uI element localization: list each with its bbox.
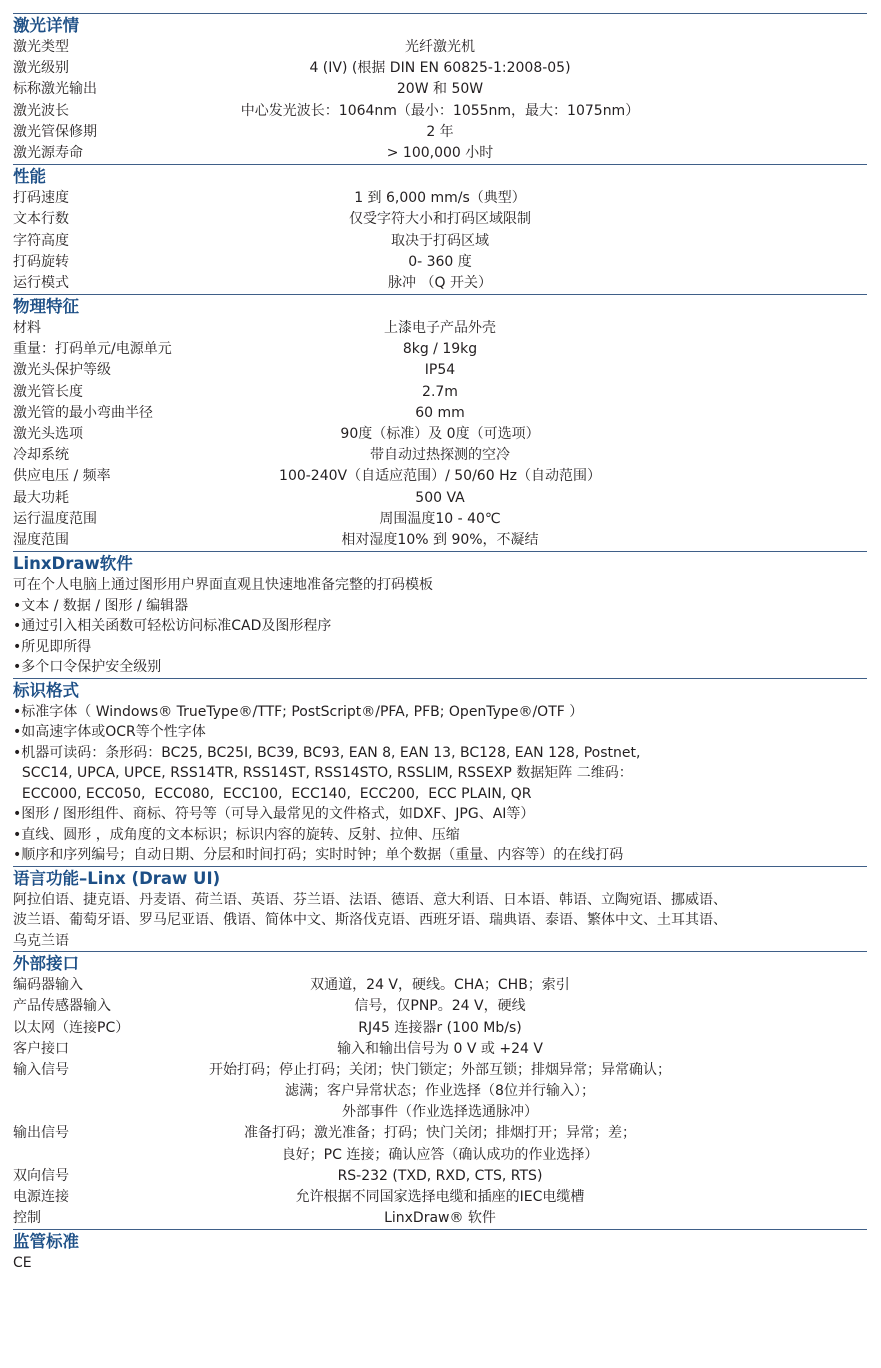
spec-label: 运行模式 [13, 274, 69, 291]
spec-label: 激光头保护等级 [13, 362, 111, 379]
spec-row [13, 1187, 867, 1208]
spec-label: 激光波长 [13, 102, 69, 119]
spec-label: 供应电压 / 频率 [13, 468, 111, 485]
spec-value: 20W 和 50W [396, 81, 484, 98]
spec-value: 中心发光波长：1064nm（最小：1055nm，最大：1075nm） [240, 102, 640, 119]
spec-value: RS-232 (TXD, RXD, CTS, RTS) [337, 1167, 543, 1184]
list-item: •顺序和序列编号；自动日期、分层和时间打码；实时时钟；单个数据（重量、内容等）的在线打码 [13, 847, 624, 864]
section-title-regulatory: 监管标准 [13, 1232, 79, 1252]
list-item: •多个口令保护安全级别 [13, 659, 162, 676]
section-title-formats: 标识格式 [13, 680, 79, 700]
spec-value: 双通道，24 V，硬线。CHA；CHB；索引 [310, 977, 570, 994]
spec-row-input-signal [13, 1060, 867, 1081]
performance-spec-table [13, 188, 867, 294]
spec-row [13, 1208, 867, 1229]
spec-label: 材料 [13, 320, 41, 337]
spec-row [13, 1166, 867, 1187]
spec-row [13, 403, 867, 424]
spec-label: 湿度范围 [13, 531, 69, 548]
languages-list [13, 890, 867, 952]
spec-label: 运行温度范围 [13, 510, 97, 527]
spec-row [13, 1039, 867, 1060]
spec-label: 打码速度 [13, 190, 69, 207]
spec-row-continuation [13, 1081, 867, 1102]
spec-label: 激光管的最小弯曲半径 [13, 404, 153, 421]
spec-value: LinxDraw® 软件 [384, 1210, 496, 1227]
spec-label: 激光级别 [13, 60, 69, 77]
spec-label: 冷却系统 [13, 447, 69, 464]
spec-label: 标称激光输出 [13, 81, 97, 98]
spec-value: > 100,000 小时 [386, 144, 494, 161]
formats-feature-list [13, 702, 867, 866]
spec-row [13, 382, 867, 403]
list-item: •标准字体（ Windows® TrueType®/TTF; PostScript®/PFA, PFB; OpenType®/OTF ） [13, 703, 584, 720]
spec-row [13, 424, 867, 445]
list-item: •所见即所得 [13, 638, 92, 655]
spec-value: 开始打码；停止打码；关闭；快门锁定；外部互锁；排烟异常；异常确认； [209, 1061, 671, 1078]
spec-row [13, 1018, 867, 1039]
spec-value: 输入和输出信号为 0 V 或 +24 V [337, 1040, 543, 1057]
spec-label: 以太网（连接PC） [13, 1019, 130, 1036]
spec-value: 2.7m [422, 383, 458, 400]
spec-value: IP54 [424, 362, 456, 379]
spec-row [13, 975, 867, 996]
section-title-languages: 语言功能–Linx (Draw UI) [13, 868, 221, 888]
spec-value: 良好；PC 连接；确认应答（确认成功的作业选择） [281, 1146, 599, 1163]
spec-label: 激光管保修期 [13, 123, 97, 140]
spec-label: 文本行数 [13, 211, 69, 228]
spec-value: 60 mm [415, 404, 465, 421]
spec-row [13, 339, 867, 360]
spec-value: 500 VA [415, 489, 465, 506]
regulatory-list [13, 1253, 867, 1274]
spec-label: 输出信号 [13, 1125, 69, 1142]
spec-row [13, 530, 867, 551]
section-title-software: LinxDraw软件 [13, 554, 133, 574]
spec-value: 100-240V（自适应范围）/ 50/60 Hz（自动范围） [279, 468, 601, 485]
spec-value: 外部事件（作业选择选通脉冲） [342, 1104, 538, 1121]
list-item: 阿拉伯语、捷克语、丹麦语、荷兰语、英语、芬兰语、法语、德语、意大利语、日本语、韩语、立陶宛语、挪威语、 [13, 891, 727, 908]
spec-label: 激光源寿命 [13, 144, 83, 161]
spec-row [13, 466, 867, 487]
spec-row [13, 209, 867, 230]
spec-value: 相对湿度10% 到 90%，不凝结 [341, 531, 539, 548]
spec-value: 滤满；客户异常状态；作业选择（8位并行输入）； [285, 1083, 595, 1100]
spec-row [13, 79, 867, 100]
spec-row [13, 58, 867, 79]
spec-row [13, 188, 867, 209]
spec-row [13, 122, 867, 143]
list-item: •通过引入相关函数可轻松访问标准CAD及图形程序 [13, 618, 332, 635]
spec-value: 2 年 [426, 123, 454, 140]
spec-row-output-signal [13, 1123, 867, 1144]
spec-label: 激光管长度 [13, 383, 83, 400]
spec-row [13, 318, 867, 339]
spec-row [13, 252, 867, 273]
spec-value: RJ45 连接器r (100 Mb/s) [358, 1019, 522, 1036]
spec-value: 信号，仅PNP。24 V，硬线 [354, 998, 526, 1015]
spec-label: 最大功耗 [13, 489, 69, 506]
list-item: •如高速字体或OCR等个性字体 [13, 724, 206, 741]
spec-value: 允许根据不同国家选择电缆和插座的IEC电缆槽 [295, 1189, 585, 1205]
software-feature-list [13, 575, 867, 678]
list-item: •机器可读码：条形码：BC25, BC25I, BC39, BC93, EAN 8, EAN 13, BC128, EAN 128, Postnet, [13, 744, 641, 761]
spec-row [13, 996, 867, 1017]
spec-label: 重量：打码单元/电源单元 [13, 341, 172, 358]
section-title-physical: 物理特征 [13, 297, 79, 317]
spec-row [13, 37, 867, 58]
spec-row [13, 488, 867, 509]
spec-row-continuation [13, 1145, 867, 1166]
section-title-performance: 性能 [13, 167, 46, 187]
spec-label: 打码旋转 [13, 253, 69, 270]
spec-value: 取决于打码区域 [391, 232, 489, 249]
list-item: SCC14, UPCA, UPCE, RSS14TR, RSS14ST, RSS14STO, RSSLIM, RSSEXP 数据矩阵 二维码： [13, 765, 633, 782]
spec-value: 90度（标准）及 0度（可选项） [340, 426, 540, 442]
spec-row-continuation [13, 1102, 867, 1123]
section-title-interfaces: 外部接口 [13, 954, 79, 974]
spec-value: 仅受字符大小和打码区域限制 [349, 211, 531, 228]
spec-value: 上漆电子产品外壳 [384, 320, 496, 337]
spec-sheet [13, 13, 867, 1274]
spec-row [13, 101, 867, 122]
spec-label: 激光头选项 [13, 426, 83, 442]
spec-row [13, 231, 867, 252]
section-title-laser: 激光详情 [13, 16, 79, 35]
list-item: CE [13, 1255, 32, 1272]
spec-label: 字符高度 [13, 232, 69, 249]
spec-label: 产品传感器输入 [13, 998, 111, 1015]
spec-label: 双向信号 [13, 1167, 69, 1184]
spec-row [13, 445, 867, 466]
list-item: 波兰语、葡萄牙语、罗马尼亚语、俄语、简体中文、斯洛伐克语、西班牙语、瑞典语、泰语、繁体中文、土耳其语、 [13, 912, 727, 929]
physical-spec-table [13, 318, 867, 551]
spec-value: 带自动过热探测的空冷 [370, 447, 510, 464]
list-item: •文本 / 数据 / 图形 / 编辑器 [13, 597, 189, 614]
list-item: ECC000, ECC050, ECC080, ECC100, ECC140, ECC200, ECC PLAIN, QR [13, 785, 532, 802]
list-item: •直线、圆形 ，成角度的文本标识；标识内容的旋转、反射、拉伸、压缩 [13, 826, 460, 843]
spec-label: 编码器输入 [13, 977, 83, 994]
laser-spec-table [13, 37, 867, 164]
spec-row [13, 360, 867, 381]
spec-label: 客户接口 [13, 1040, 69, 1057]
spec-value: 0- 360 度 [408, 253, 472, 270]
list-item: 乌克兰语 [13, 932, 69, 949]
spec-value: 准备打码；激光准备；打码；快门关闭；排烟打开；异常；差； [244, 1125, 636, 1142]
spec-value: 4 (IV) (根据 DIN EN 60825-1:2008-05) [309, 60, 571, 77]
spec-value: 脉冲 （Q 开关） [388, 274, 492, 291]
spec-row [13, 273, 867, 294]
list-item: •图形 / 图形组件、商标、符号等（可导入最常见的文件格式，如DXF、JPG、AI等） [13, 806, 535, 823]
spec-label: 激光类型 [13, 39, 69, 55]
spec-label: 电源连接 [13, 1189, 69, 1205]
spec-label: 控制 [13, 1210, 41, 1227]
spec-label: 输入信号 [13, 1061, 69, 1078]
spec-row [13, 509, 867, 530]
spec-value: 1 到 6,000 mm/s（典型） [354, 190, 526, 207]
spec-value: 周围温度10 - 40℃ [379, 510, 501, 527]
interfaces-spec-table [13, 975, 867, 1229]
spec-value: 光纤激光机 [405, 39, 475, 55]
spec-row [13, 143, 867, 164]
spec-value: 8kg / 19kg [402, 341, 478, 358]
list-item: 可在个人电脑上通过图形用户界面直观且快速地准备完整的打码模板 [13, 577, 433, 594]
